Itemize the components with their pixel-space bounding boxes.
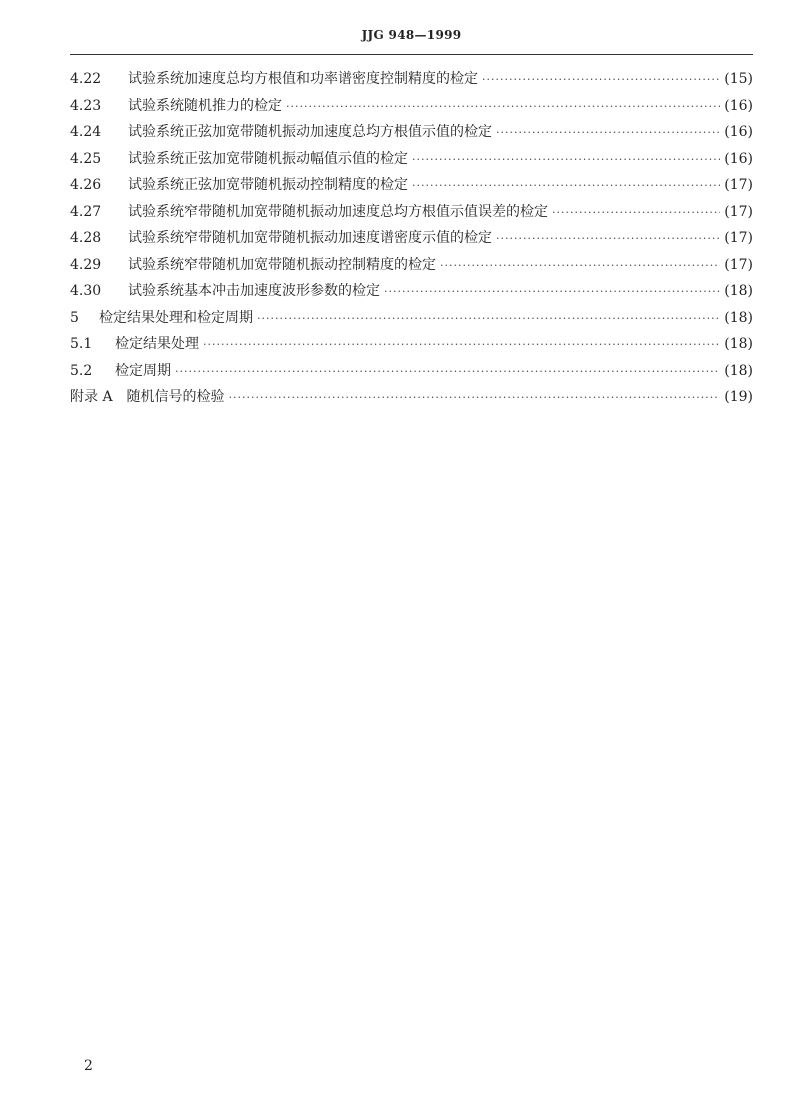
toc-leader-dots: [229, 391, 721, 404]
toc-entry-number: 4.28: [70, 230, 102, 246]
toc-entry: [70, 95, 753, 122]
toc-leader-dots: [257, 312, 720, 325]
toc-entry-number: 4.30: [70, 283, 102, 299]
table-of-contents: [70, 68, 753, 413]
toc-entry-number: 4.24: [70, 124, 102, 140]
toc-entry-title: 检定结果处理: [115, 336, 199, 352]
toc-entry-page: (18): [724, 336, 753, 352]
document-header: JJG 948—1999: [361, 28, 462, 42]
toc-entry-page: (17): [724, 203, 753, 220]
toc-entry-page: (17): [724, 256, 753, 273]
toc-entry-number: 4.29: [70, 256, 102, 273]
toc-leader-dots: [496, 232, 720, 245]
toc-entry-page: (18): [724, 309, 753, 326]
toc-entry: [70, 121, 753, 148]
toc-entry-title: 试验系统加速度总均方根值和功率谱密度控制精度的检定: [128, 71, 478, 87]
toc-entry-number: 5.1: [70, 336, 93, 352]
toc-entry: [70, 68, 753, 95]
toc-entry-page: (16): [724, 124, 753, 140]
toc-leader-dots: [175, 365, 720, 378]
toc-entry-title: 试验系统窄带随机加宽带随机振动加速度谱密度示值的检定: [128, 230, 492, 246]
toc-entry: [70, 280, 753, 307]
toc-entry-title: 试验系统正弦加宽带随机振动加速度总均方根值示值的检定: [128, 124, 492, 140]
toc-entry: [70, 307, 753, 334]
toc-entry-page: (17): [724, 230, 753, 246]
toc-entry: [70, 386, 753, 413]
toc-entry-title: 试验系统基本冲击加速度波形参数的检定: [128, 283, 380, 299]
toc-entry-page: (19): [724, 389, 753, 405]
toc-leader-dots: [286, 100, 720, 113]
toc-leader-dots: [203, 338, 720, 351]
toc-leader-dots: [384, 285, 720, 298]
toc-entry: [70, 360, 753, 387]
toc-entry: [70, 254, 753, 281]
toc-entry-number: 4.22: [70, 71, 102, 87]
header-rule: [70, 54, 753, 55]
toc-entry-title: 试验系统正弦加宽带随机振动幅值示值的检定: [128, 150, 408, 167]
toc-entry-title: 试验系统正弦加宽带随机振动控制精度的检定: [128, 177, 408, 193]
toc-entry-page: (15): [724, 71, 753, 87]
toc-entry-page: (16): [724, 97, 753, 114]
toc-entry: [70, 148, 753, 175]
toc-entry: [70, 333, 753, 360]
toc-entry-page: (18): [724, 283, 753, 299]
toc-entry: [70, 227, 753, 254]
toc-leader-dots: [482, 73, 720, 86]
toc-entry-title: 试验系统窄带随机加宽带随机振动控制精度的检定: [128, 256, 436, 273]
toc-entry-page: (17): [724, 177, 753, 193]
toc-leader-dots: [496, 126, 720, 139]
toc-entry-title: 试验系统窄带随机加宽带随机振动加速度总均方根值示值误差的检定: [128, 203, 548, 220]
toc-entry: [70, 201, 753, 228]
toc-entry-number: 5: [70, 309, 79, 326]
toc-entry-number: 5.2: [70, 362, 93, 379]
toc-entry-title: 附录 A 随机信号的检验: [70, 389, 225, 405]
toc-entry-number: 4.25: [70, 150, 102, 167]
toc-entry-page: (16): [724, 150, 753, 167]
toc-entry-page: (18): [724, 362, 753, 379]
toc-entry: [70, 174, 753, 201]
toc-entry-number: 4.27: [70, 203, 102, 220]
toc-entry-number: 4.26: [70, 177, 102, 193]
toc-entry-title: 检定结果处理和检定周期: [99, 309, 253, 326]
toc-leader-dots: [552, 206, 720, 219]
toc-leader-dots: [440, 259, 720, 272]
toc-entry-title: 检定周期: [115, 362, 171, 379]
toc-leader-dots: [412, 153, 720, 166]
page-number: 2: [84, 1058, 93, 1074]
toc-leader-dots: [412, 179, 720, 192]
toc-entry-number: 4.23: [70, 97, 102, 114]
toc-entry-title: 试验系统随机推力的检定: [128, 97, 282, 114]
